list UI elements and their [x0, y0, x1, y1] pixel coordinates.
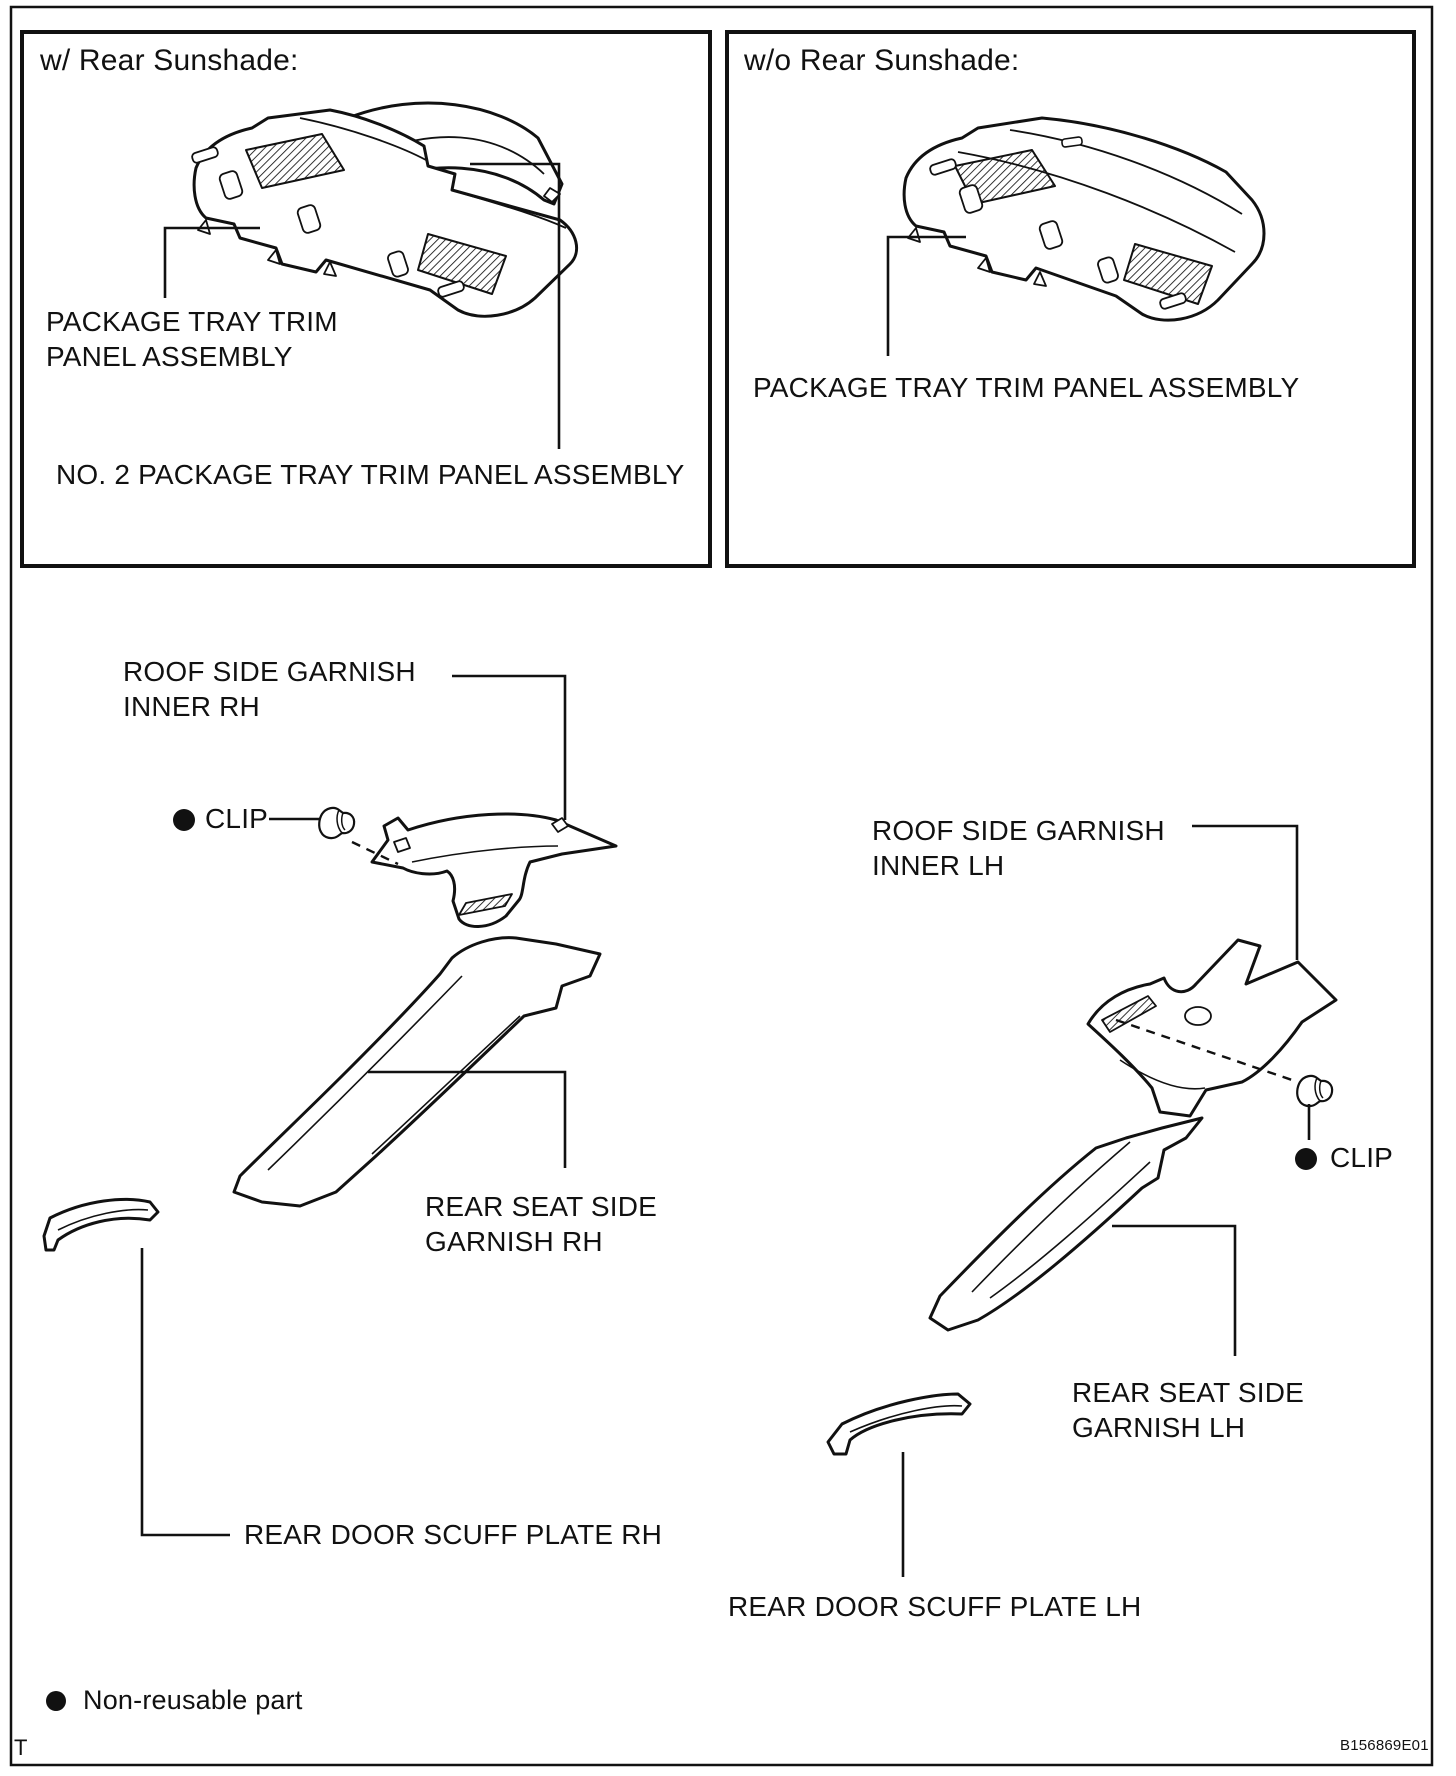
rear-seat-side-garnish-lh-illustration: [930, 1118, 1202, 1330]
non-reusable-dot-rh: [173, 809, 195, 831]
seat-side-garnish-lh-label-line2: GARNISH LH: [1072, 1412, 1246, 1443]
with-sunshade-title: w/ Rear Sunshade:: [40, 44, 299, 77]
roof-side-garnish-rh-label-line1: ROOF SIDE GARNISH: [123, 656, 416, 687]
clip-lh-illustration: [1297, 1076, 1332, 1106]
without-sunshade-box: [727, 32, 1414, 566]
non-reusable-legend-label: Non-reusable part: [83, 1685, 303, 1715]
scuff-plate-rh-label: REAR DOOR SCUFF PLATE RH: [244, 1519, 663, 1550]
no2-package-tray-label: NO. 2 PACKAGE TRAY TRIM PANEL ASSEMBLY: [56, 459, 685, 490]
non-reusable-dot-lh: [1295, 1148, 1317, 1170]
rear-door-scuff-plate-rh-illustration: [44, 1199, 158, 1250]
clip-rh-label: CLIP: [205, 803, 269, 834]
leader-roof-side-lh: [1192, 826, 1297, 960]
page-corner-mark: T: [14, 1735, 28, 1760]
scuff-plate-lh-label: REAR DOOR SCUFF PLATE LH: [728, 1591, 1142, 1622]
roof-side-garnish-rh-illustration: [372, 814, 616, 927]
clip-lh-label: CLIP: [1330, 1142, 1394, 1173]
package-tray-label-line2: PANEL ASSEMBLY: [46, 341, 293, 372]
leader-roof-side-rh: [452, 676, 565, 820]
roof-side-garnish-rh-label-line2: INNER RH: [123, 691, 260, 722]
non-reusable-legend-dot: [46, 1691, 66, 1711]
roof-side-garnish-lh-label-line2: INNER LH: [872, 850, 1005, 881]
rear-door-scuff-plate-lh-illustration: [828, 1394, 970, 1454]
leader-seat-side-lh: [1112, 1226, 1235, 1356]
figure-code: B156869E01: [1340, 1737, 1429, 1754]
leader-scuff-plate-rh: [142, 1248, 230, 1535]
without-sunshade-title: w/o Rear Sunshade:: [744, 44, 1020, 77]
package-tray-label-line1: PACKAGE TRAY TRIM: [46, 306, 338, 337]
clip-rh-illustration: [319, 808, 354, 838]
package-tray-wo-label: PACKAGE TRAY TRIM PANEL ASSEMBLY: [753, 372, 1300, 403]
roof-side-garnish-lh-label-line1: ROOF SIDE GARNISH: [872, 815, 1165, 846]
seat-side-garnish-rh-label-line2: GARNISH RH: [425, 1226, 603, 1257]
seat-side-garnish-rh-label-line1: REAR SEAT SIDE: [425, 1191, 658, 1222]
seat-side-garnish-lh-label-line1: REAR SEAT SIDE: [1072, 1377, 1305, 1408]
